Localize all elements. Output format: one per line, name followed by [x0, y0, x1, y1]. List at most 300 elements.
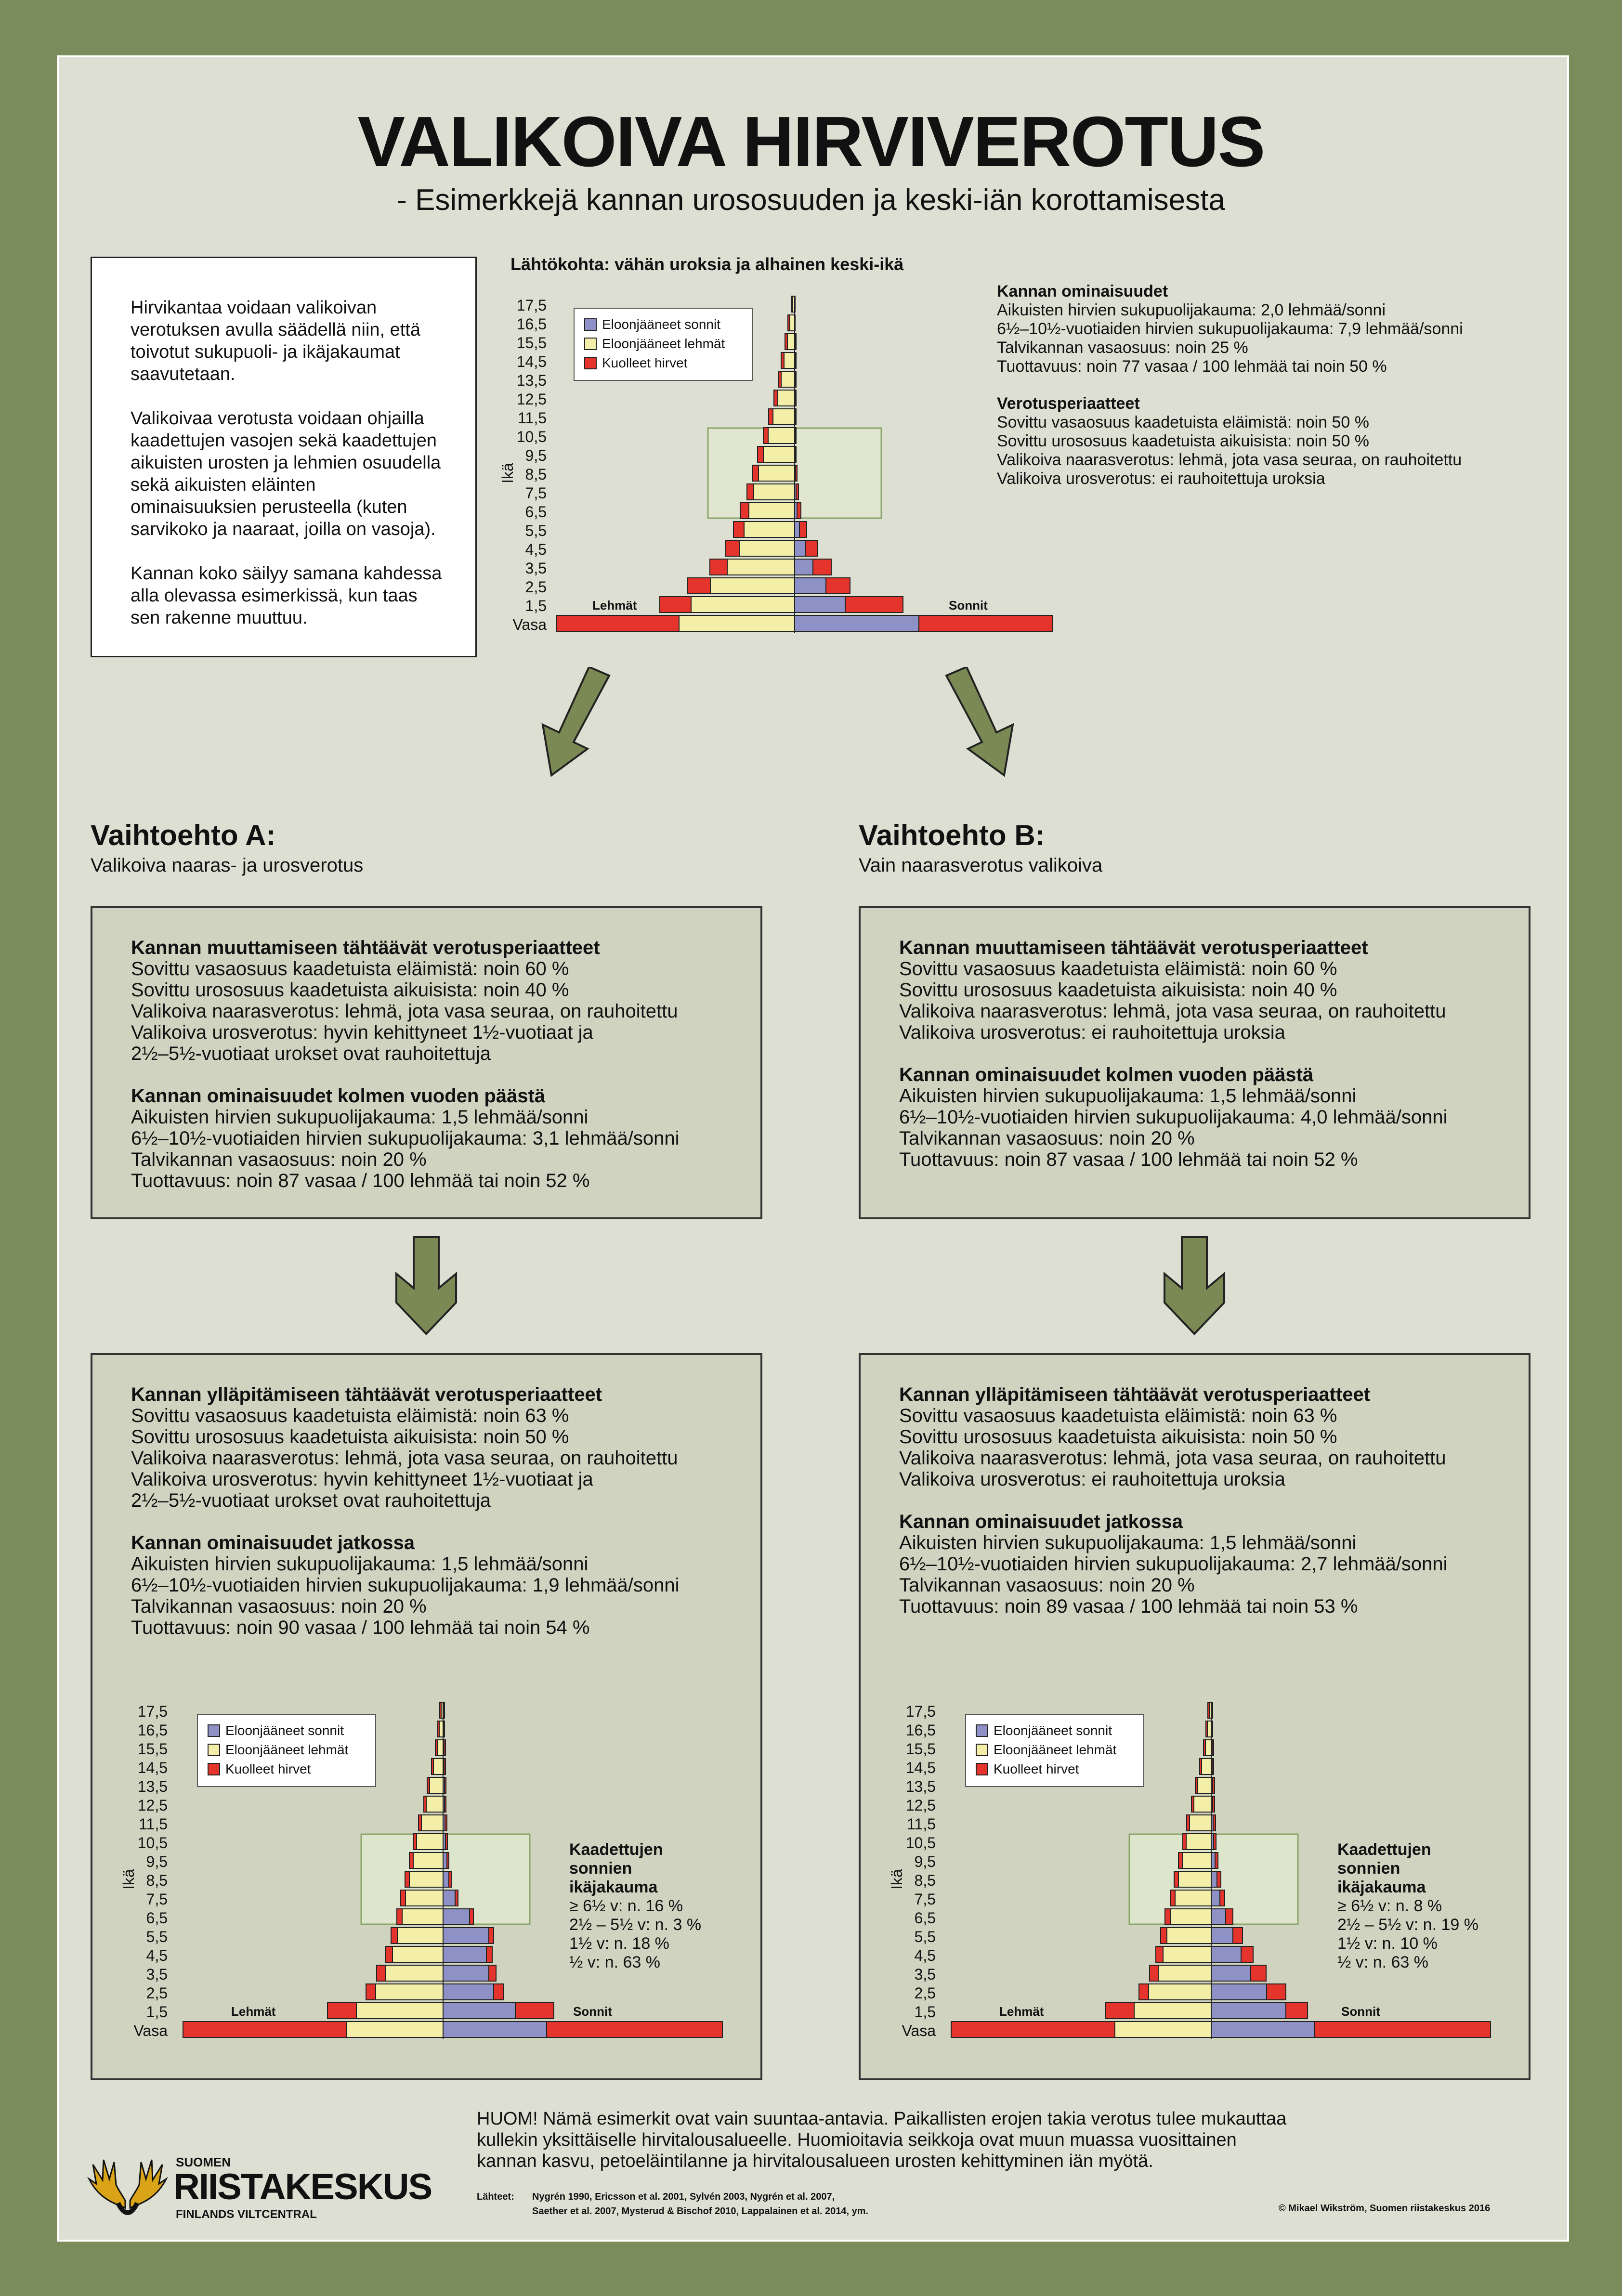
bull-survivor-bar [1211, 1890, 1220, 1906]
cow-dead-bar [788, 315, 790, 331]
arrow-down-right-icon [937, 667, 1023, 783]
option-a-box2-line: Sovittu vasaosuus kaadetuista eläimistä: noin 63 % [131, 1405, 569, 1426]
bull-dead-bar [826, 578, 850, 594]
legend-bulls-label: Eloonjääneet sonnit [225, 1723, 344, 1738]
logo-text-sub: FINLANDS VILTCENTRAL [176, 2208, 317, 2221]
bulls-label: Sonnit [949, 598, 988, 613]
age-tick-label: 7,5 [525, 484, 547, 502]
cow-survivor-bar [778, 390, 795, 406]
age-tick-label: 17,5 [516, 297, 547, 314]
age-tick-label: 1,5 [146, 2003, 168, 2021]
cow-dead-bar [1203, 1740, 1205, 1756]
option-a-box1-subheading: Kannan ominaisuudet kolmen vuoden päästä [131, 1085, 546, 1107]
age-tick-label: 16,5 [137, 1722, 168, 1739]
option-a-dist-line: 1½ v: n. 18 % [569, 1934, 669, 1953]
cow-survivor-bar [790, 315, 795, 331]
option-a-dist-line: ½ v: n. 63 % [569, 1953, 660, 1971]
age-tick-label: 12,5 [516, 391, 547, 408]
age-tick-label: 4,5 [914, 1947, 936, 1964]
option-b-heading: Vaihtoehto B: [859, 819, 1045, 851]
cow-dead-bar [733, 522, 744, 537]
age-tick-label: 13,5 [516, 372, 547, 389]
bull-dead-bar [1233, 1928, 1243, 1944]
footer-references-label: Lähteet: [477, 2192, 514, 2202]
cow-survivor-bar [1158, 1965, 1211, 1981]
cow-dead-bar [1105, 2003, 1134, 2019]
cow-dead-bar [740, 503, 749, 519]
bull-dead-bar [795, 409, 796, 425]
option-a-box2-prop: Aikuisten hirvien sukupuolijakauma: 1,5 lehmää/sonni [131, 1553, 589, 1575]
footer-copyright: © Mikael Wikström, Suomen riistakeskus 2016 [1279, 2203, 1491, 2214]
option-b-box1-prop: Aikuisten hirvien sukupuolijakauma: 1,5 lehmää/sonni [899, 1085, 1357, 1107]
bull-dead-bar [1215, 1852, 1218, 1868]
age-tick-label: 16,5 [516, 315, 547, 333]
cow-survivor-bar [1205, 1740, 1211, 1756]
cow-survivor-bar [1149, 1984, 1211, 2000]
chart-legend [966, 1714, 1144, 1787]
cow-survivor-bar [426, 1796, 443, 1812]
cow-survivor-bar [433, 1759, 443, 1774]
age-tick-label: 7,5 [914, 1891, 936, 1908]
cow-survivor-bar [385, 1965, 443, 1981]
start-tax-line: Sovittu vasaosuus kaadetuista eläimistä: noin 50 % [997, 413, 1370, 431]
cow-dead-bar [432, 1759, 433, 1774]
option-a-box1-line: Valikoiva naarasverotus: lehmä, jota vasa seuraa, on rauhoitettu [131, 1001, 678, 1022]
bull-dead-bar [795, 352, 796, 368]
option-b-box2-line: Valikoiva urosverotus: ei rauhoitettuja uroksia [899, 1469, 1285, 1490]
cow-dead-bar [424, 1796, 426, 1812]
start-chart-title: Lähtökohta: vähän uroksia ja alhainen keski-ikä [510, 254, 904, 274]
age-tick-label: 2,5 [525, 578, 547, 596]
cow-dead-bar [397, 1909, 402, 1925]
bull-dead-bar [799, 522, 807, 537]
bull-dead-bar [515, 2003, 554, 2019]
age-tick-label: 4,5 [146, 1947, 168, 1964]
option-a-box2-prop: Talvikannan vasaosuus: noin 20 % [131, 1596, 427, 1617]
intro-paragraph-2: Valikoivaa verotusta voidaan ohjailla kaadettujen vasojen sekä kaadettujen aikuisten urosten ja lehmien osuudella sekä aikuisten eläinten ominaisuuksien perusteella (kuten sarvikoko ja naaraat, joilla on vasoja). [131, 408, 441, 539]
age-tick-label: 15,5 [516, 334, 547, 352]
cow-dead-bar [1200, 1759, 1202, 1774]
cow-dead-bar [1165, 1909, 1170, 1925]
age-tick-label: 5,5 [914, 1928, 936, 1945]
bull-dead-bar [489, 1928, 494, 1944]
cow-dead-bar [951, 2022, 1115, 2037]
option-b-box2-prop: Tuottavuus: noin 89 vasaa / 100 lehmää tai noin 53 % [899, 1596, 1358, 1617]
age-axis-label: Ikä [888, 1869, 905, 1890]
cow-survivor-bar [773, 409, 795, 425]
bull-survivor-bar [1211, 1852, 1215, 1868]
age-tick-label: 8,5 [146, 1872, 168, 1889]
age-tick-label: 15,5 [137, 1740, 168, 1758]
bull-survivor-bar [443, 2003, 515, 2019]
option-b-box2-line: Sovittu vasaosuus kaadetuista eläimistä: noin 63 % [899, 1405, 1337, 1426]
legend-bulls-swatch [208, 1725, 220, 1736]
cow-dead-bar [660, 597, 691, 613]
bull-survivor-bar [443, 1871, 449, 1887]
cow-survivor-bar [356, 2003, 443, 2019]
bull-survivor-bar [1211, 1946, 1241, 1962]
bull-survivor-bar [443, 1965, 489, 1981]
cow-survivor-bar [710, 578, 795, 594]
bull-dead-bar [797, 503, 801, 519]
option-a-dist-line: ≥ 6½ v: n. 16 % [569, 1897, 683, 1915]
age-tick-label: 12,5 [905, 1797, 936, 1814]
legend-dead-swatch [585, 357, 596, 369]
cow-survivor-bar [430, 1777, 443, 1793]
option-a-box1-line: 2½–5½-vuotiaat urokset ovat rauhoitettuja [131, 1043, 491, 1064]
option-b-box1-heading: Kannan muuttamiseen tähtäävät verotusperiaatteet [899, 937, 1368, 958]
cow-survivor-bar [1182, 1852, 1211, 1868]
chart-legend [197, 1714, 376, 1787]
option-a-box1-prop: Aikuisten hirvien sukupuolijakauma: 1,5 lehmää/sonni [131, 1107, 589, 1128]
cow-survivor-bar [421, 1815, 443, 1831]
bull-dead-bar [445, 1834, 447, 1850]
bulls-label: Sonnit [573, 2004, 612, 2019]
legend-cows-swatch [208, 1744, 220, 1756]
option-b-box1-line: Valikoiva naarasverotus: lehmä, jota vasa seuraa, on rauhoitettu [899, 1001, 1446, 1022]
cow-survivor-bar [754, 484, 795, 500]
cow-survivor-bar [768, 428, 795, 444]
age-tick-label: 10,5 [516, 428, 547, 445]
bull-dead-bar [445, 1796, 446, 1812]
option-b-box2-line: Valikoiva naarasverotus: lehmä, jota vasa seuraa, on rauhoitettu [899, 1448, 1446, 1469]
age-tick-label: 9,5 [146, 1853, 168, 1870]
option-b-box2-subheading: Kannan ominaisuudet jatkossa [899, 1511, 1183, 1532]
bull-dead-bar [494, 1984, 503, 2000]
age-tick-label: 10,5 [905, 1834, 936, 1852]
age-tick-label: 11,5 [907, 1815, 936, 1833]
arrow-down-icon [392, 1235, 460, 1336]
legend-dead-swatch [976, 1763, 988, 1775]
bull-dead-bar [445, 1815, 447, 1831]
cow-dead-bar [710, 559, 727, 575]
bull-dead-bar [444, 1702, 445, 1718]
option-a-killed-bulls-distribution [569, 1840, 701, 1972]
option-a-box2-line: Sovittu urososuus kaadetuista aikuisista: noin 50 % [131, 1426, 569, 1448]
cow-survivor-bar [402, 1909, 443, 1925]
cow-dead-bar [1161, 1928, 1167, 1944]
logo-text-main: RIISTAKESKUS [173, 2166, 432, 2207]
age-tick-label: 6,5 [914, 1909, 936, 1927]
logo-text-top: SUOMEN [176, 2155, 231, 2169]
cow-survivor-bar [413, 1852, 443, 1868]
start-prop-line: 6½–10½-vuotiaiden hirvien sukupuolijakauma: 7,9 lehmää/sonni [997, 320, 1463, 338]
option-b-box1-line: Valikoiva urosverotus: ei rauhoitettuja uroksia [899, 1022, 1285, 1043]
bull-survivor-bar [443, 2022, 547, 2037]
cow-survivor-bar [347, 2022, 443, 2037]
bull-survivor-bar [1211, 1909, 1226, 1925]
bull-survivor-bar [1211, 1965, 1251, 1981]
chart-legend [574, 308, 752, 380]
option-a-box2-prop: Tuottavuus: noin 90 vasaa / 100 lehmää tai noin 54 % [131, 1617, 590, 1638]
option-b-dist-title: Kaadettujen [1337, 1840, 1431, 1859]
option-a-change-box [91, 906, 762, 1219]
option-a-dist-title: Kaadettujen [569, 1840, 663, 1859]
option-b-subheading: Vain naarasverotus valikoiva [859, 855, 1103, 876]
bull-survivor-bar [443, 1946, 486, 1962]
age-tick-label: 3,5 [146, 1966, 168, 1983]
bull-survivor-bar [1211, 1984, 1267, 2000]
option-b-box2-heading: Kannan ylläpitämiseen tähtäävät verotusperiaatteet [899, 1384, 1371, 1405]
age-tick-label: 17,5 [905, 1703, 936, 1720]
cow-dead-bar [438, 1721, 439, 1737]
cow-dead-bar [366, 1984, 376, 2000]
bull-dead-bar [1267, 1984, 1286, 2000]
cow-dead-bar [774, 390, 778, 406]
legend-dead-label: Kuolleet hirvet [994, 1761, 1079, 1776]
age-tick-label: 14,5 [516, 353, 547, 370]
cow-dead-bar [791, 296, 793, 312]
option-b-box2-prop: Aikuisten hirvien sukupuolijakauma: 1,5 lehmää/sonni [899, 1532, 1357, 1553]
option-a-box1-prop: 6½–10½-vuotiaiden hirvien sukupuolijakauma: 3,1 lehmää/sonni [131, 1128, 680, 1149]
footer-reference-line: Saether et al. 2007, Mysterud & Bischof 2010, Lappalainen et al. 2014, ym. [532, 2206, 869, 2217]
cow-survivor-bar [437, 1740, 443, 1756]
option-a-subheading: Valikoiva naaras- ja urosverotus [91, 855, 364, 876]
arrow-down-left-icon [532, 667, 619, 783]
footer-references [532, 2190, 868, 2218]
bull-dead-bar [1286, 2003, 1308, 2019]
option-b-dist-line: 1½ v: n. 10 % [1337, 1934, 1438, 1953]
bull-survivor-bar [443, 1984, 494, 2000]
intro-paragraph-1: Hirvikantaa voidaan valikoivan verotuksen avulla säädellä niin, että toivotut sukupuoli- ja ikäjakaumat saavutetaan. [131, 298, 421, 384]
age-axis-label: Ikä [499, 463, 516, 483]
bull-dead-bar [1217, 1871, 1221, 1887]
bull-dead-bar [919, 615, 1053, 631]
bull-dead-bar [795, 390, 796, 406]
option-b-box1-line: Sovittu urososuus kaadetuista aikuisista: noin 40 % [899, 979, 1337, 1001]
cow-survivor-bar [679, 615, 795, 631]
bull-dead-bar [1213, 1815, 1216, 1831]
cow-dead-bar [1187, 1815, 1190, 1831]
option-a-heading: Vaihtoehto A: [91, 819, 276, 851]
legend-bulls-label: Eloonjääneet sonnit [994, 1723, 1112, 1738]
age-tick-label: 1,5 [914, 2003, 936, 2021]
start-prop-line: Aikuisten hirvien sukupuolijakauma: 2,0 lehmää/sonni [997, 301, 1386, 319]
cow-dead-bar [726, 540, 739, 556]
start-tax-line: Valikoiva naarasverotus: lehmä, jota vasa seuraa, on rauhoitettu [997, 451, 1462, 469]
bull-dead-bar [445, 1777, 446, 1793]
bull-dead-bar [845, 597, 903, 613]
option-b-dist-line: ½ v: n. 63 % [1337, 1953, 1428, 1971]
cow-survivor-bar [392, 1946, 443, 1962]
option-b-box1-prop: Tuottavuus: noin 87 vasaa / 100 lehmää tai noin 52 % [899, 1149, 1358, 1170]
bull-survivor-bar [443, 1890, 455, 1906]
start-prop-line: Tuottavuus: noin 77 vasaa / 100 lehmää tai noin 50 % [997, 357, 1387, 376]
cow-survivor-bar [749, 503, 795, 519]
cow-dead-bar [183, 2022, 347, 2037]
start-props-heading: Kannan ominaisuudet [997, 282, 1168, 300]
option-a-box2-line: Valikoiva naarasverotus: lehmä, jota vasa seuraa, on rauhoitettu [131, 1448, 678, 1469]
option-a-box2-line: 2½–5½-vuotiaat urokset ovat rauhoitettuja [131, 1490, 491, 1511]
cow-dead-bar [1206, 1721, 1207, 1737]
option-a-box2-subheading: Kannan ominaisuudet jatkossa [131, 1532, 415, 1553]
age-tick-label: 9,5 [525, 447, 547, 464]
age-tick-label: 1,5 [525, 597, 547, 614]
footer-note-line: HUOM! Nämä esimerkit ovat vain suuntaa-antavia. Paikallisten erojen takia verotus tulee mukauttaa [477, 2109, 1287, 2129]
option-a-box1-heading: Kannan muuttamiseen tähtäävät verotusperiaatteet [131, 937, 600, 958]
age-tick-label: 3,5 [525, 560, 547, 577]
legend-cows-label: Eloonjääneet lehmät [602, 336, 725, 351]
option-b-box2-line: Sovittu urososuus kaadetuista aikuisista: noin 50 % [899, 1426, 1337, 1448]
age-tick-label: 6,5 [146, 1909, 168, 1927]
bull-survivor-bar [795, 522, 799, 537]
bull-survivor-bar [443, 1928, 489, 1944]
bull-dead-bar [449, 1871, 451, 1887]
age-tick-label: 11,5 [139, 1815, 168, 1833]
age-tick-label: 12,5 [137, 1797, 168, 1814]
cow-dead-bar [1178, 1852, 1182, 1868]
option-b-box2-prop: 6½–10½-vuotiaiden hirvien sukupuolijakauma: 2,7 lehmää/sonni [899, 1553, 1448, 1575]
option-b-box1-line: Sovittu vasaosuus kaadetuista eläimistä: noin 60 % [899, 958, 1337, 979]
cow-survivor-bar [406, 1890, 443, 1906]
bull-dead-bar [486, 1946, 492, 1962]
page-title: VALIKOIVA HIRVIVEROTUS [357, 102, 1265, 182]
option-a-dist-title: ikäjakauma [569, 1878, 658, 1896]
bull-dead-bar [444, 1740, 445, 1756]
cow-survivor-bar [1178, 1871, 1211, 1887]
cow-dead-bar [440, 1702, 441, 1718]
cow-survivor-bar [397, 1928, 443, 1944]
start-properties [997, 282, 1463, 488]
cow-survivor-bar [1175, 1890, 1211, 1906]
age-tick-label: 2,5 [146, 1984, 168, 2002]
option-a-box1-line: Valikoiva urosverotus: hyvin kehittyneet 1½-vuotiaat ja [131, 1022, 593, 1043]
option-a-box1-prop: Tuottavuus: noin 87 vasaa / 100 lehmää tai noin 52 % [131, 1170, 590, 1191]
cow-survivor-bar [1170, 1909, 1211, 1925]
option-b-dist-line: ≥ 6½ v: n. 8 % [1337, 1897, 1442, 1915]
cow-dead-bar [785, 334, 787, 350]
option-b-box1-prop: 6½–10½-vuotiaiden hirvien sukupuolijakauma: 4,0 lehmää/sonni [899, 1107, 1448, 1128]
footer-reference-line: Nygrén 1990, Ericsson et al. 2001, Sylvén 2003, Nygrén et al. 2007, [532, 2192, 835, 2202]
cow-survivor-bar [1202, 1759, 1211, 1774]
footer-note-line: kannan kasvu, petoeläintilanne ja hirvitalousalueen urosten kehittyminen iän myötä. [477, 2151, 1153, 2171]
cow-dead-bar [1139, 1984, 1149, 2000]
cow-survivor-bar [1134, 2003, 1211, 2019]
cow-survivor-bar [759, 465, 795, 481]
cow-survivor-bar [787, 334, 795, 350]
bull-survivor-bar [443, 1852, 447, 1868]
cow-dead-bar [1156, 1946, 1163, 1962]
option-b-box1-prop: Talvikannan vasaosuus: noin 20 % [899, 1128, 1195, 1149]
cow-survivor-bar [691, 597, 795, 613]
cow-dead-bar [758, 446, 763, 462]
bull-survivor-bar [443, 1909, 470, 1925]
cow-dead-bar [377, 1965, 385, 1981]
footer-note-line: kullekin yksittäiselle hirvitalousalueelle. Huomioitavia seikkoja ovat muun muassa vuosittainen [477, 2130, 1237, 2150]
bull-dead-bar [796, 465, 797, 481]
bull-dead-bar [795, 371, 796, 387]
option-a-dist-title: sonnien [569, 1859, 632, 1878]
bull-survivor-bar [795, 578, 826, 594]
age-tick-label: 11,5 [518, 409, 547, 427]
age-tick-label: Vasa [133, 2022, 168, 2039]
option-a-box2-line: Valikoiva urosverotus: hyvin kehittyneet 1½-vuotiaat ja [131, 1469, 593, 1490]
bull-dead-bar [1251, 1965, 1266, 1981]
bull-dead-bar [444, 1721, 445, 1737]
bull-dead-bar [1212, 1721, 1213, 1737]
legend-dead-label: Kuolleet hirvet [602, 355, 688, 370]
start-tax-line: Sovittu urososuus kaadetuista aikuisista: noin 50 % [997, 432, 1370, 450]
cow-dead-bar [752, 465, 759, 481]
age-tick-label: 9,5 [914, 1853, 936, 1870]
cow-survivor-bar [1198, 1777, 1211, 1793]
intro-paragraph-3: Kannan koko säilyy samana kahdessa alla olevassa esimerkissä, kun taas sen rakenne muuttuu. [131, 563, 442, 628]
cow-dead-bar [327, 2003, 356, 2019]
cow-dead-bar [1150, 1965, 1158, 1981]
age-tick-label: 4,5 [525, 541, 547, 558]
cow-survivor-bar [417, 1834, 443, 1850]
option-a-box1-line: Sovittu urososuus kaadetuista aikuisista: noin 40 % [131, 979, 569, 1001]
option-b-change-box [859, 906, 1530, 1219]
cow-dead-bar [409, 1852, 413, 1868]
cow-dead-bar [747, 484, 754, 500]
cow-dead-bar [769, 409, 773, 425]
bull-dead-bar [1213, 1777, 1215, 1793]
cow-survivor-bar [1186, 1834, 1211, 1850]
intro-box [91, 257, 477, 657]
legend-bulls-label: Eloonjääneet sonnit [602, 317, 720, 332]
option-b-box2-prop: Talvikannan vasaosuus: noin 20 % [899, 1575, 1195, 1596]
age-tick-label: 13,5 [905, 1778, 936, 1795]
cow-survivor-bar [376, 1984, 443, 2000]
age-tick-label: 17,5 [137, 1703, 168, 1720]
start-tax-heading: Verotusperiaatteet [997, 394, 1140, 413]
cow-dead-bar [763, 428, 768, 444]
footer-note [477, 2108, 1286, 2172]
cow-survivor-bar [781, 371, 795, 387]
cow-dead-bar [419, 1815, 421, 1831]
bull-survivor-bar [795, 559, 813, 575]
legend-bulls-swatch [585, 319, 596, 330]
start-prop-line: Talvikannan vasaosuus: noin 25 % [997, 339, 1248, 357]
age-axis-label: Ikä [120, 1869, 137, 1890]
option-a-box1-line: Sovittu vasaosuus kaadetuista eläimistä: noin 60 % [131, 958, 569, 979]
legend-cows-swatch [585, 338, 596, 350]
bull-survivor-bar [795, 540, 805, 556]
age-tick-label: 8,5 [525, 466, 547, 483]
bull-dead-bar [1214, 1834, 1216, 1850]
cows-label: Lehmät [999, 2004, 1044, 2019]
cow-dead-bar [1174, 1871, 1178, 1887]
age-tick-label: 2,5 [914, 1984, 936, 2002]
cow-survivor-bar [1194, 1796, 1211, 1812]
option-a-dist-line: 2½ – 5½ v: n. 3 % [569, 1916, 702, 1934]
bull-dead-bar [489, 1965, 496, 1981]
cows-label: Lehmät [231, 2004, 276, 2019]
age-tick-label: 5,5 [525, 522, 547, 539]
bull-dead-bar [796, 484, 798, 500]
age-tick-label: 5,5 [146, 1928, 168, 1945]
age-tick-label: 3,5 [914, 1966, 936, 1983]
bull-dead-bar [795, 446, 796, 462]
cow-dead-bar [435, 1740, 437, 1756]
bull-survivor-bar [1211, 2022, 1315, 2037]
cow-survivor-bar [409, 1871, 443, 1887]
cow-dead-bar [385, 1946, 392, 1962]
start-tax-line: Valikoiva urosverotus: ei rauhoitettuja uroksia [997, 470, 1325, 488]
bull-dead-bar [1212, 1740, 1214, 1756]
cow-dead-bar [405, 1871, 409, 1887]
bull-dead-bar [1212, 1759, 1214, 1774]
option-b-dist-line: 2½ – 5½ v: n. 19 % [1337, 1916, 1478, 1934]
option-b-box1-subheading: Kannan ominaisuudet kolmen vuoden päästä [899, 1064, 1314, 1085]
option-b-dist-title: ikäjakauma [1337, 1878, 1426, 1896]
bull-survivor-bar [1211, 1928, 1233, 1944]
cow-survivor-bar [727, 559, 795, 575]
bull-survivor-bar [795, 597, 845, 613]
bull-dead-bar [813, 559, 831, 575]
bull-dead-bar [795, 334, 796, 350]
